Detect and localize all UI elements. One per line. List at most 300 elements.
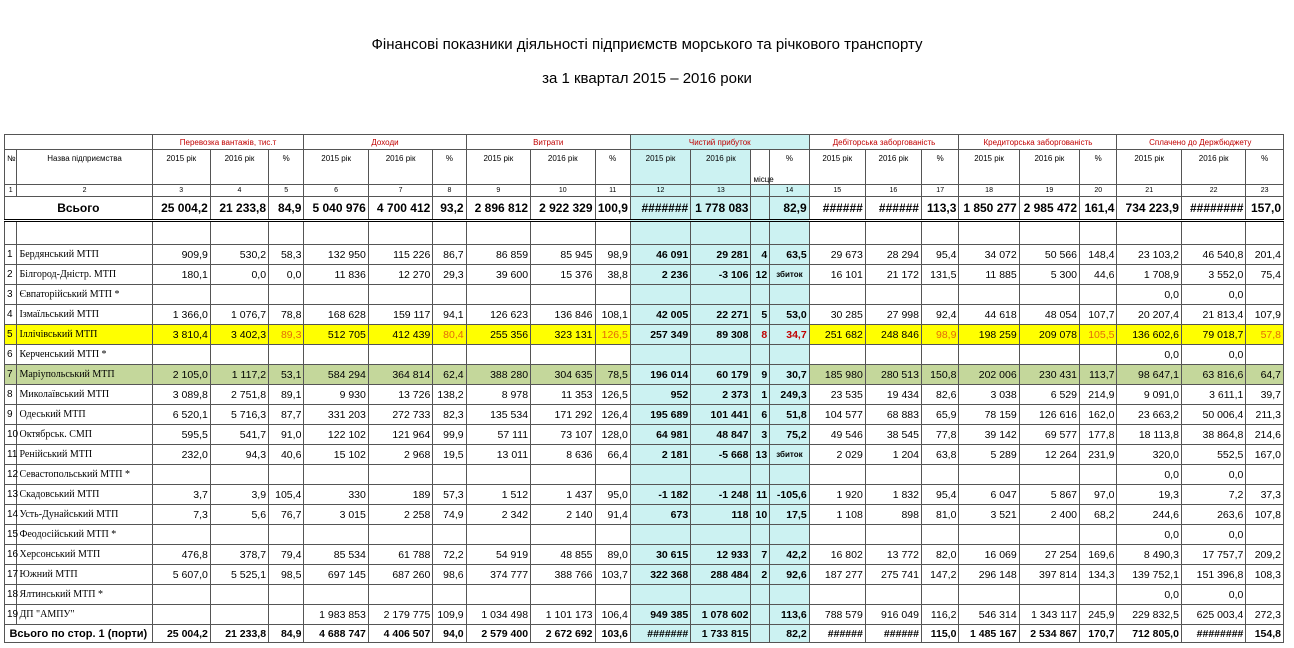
value-cell: 105,5 <box>1080 325 1117 345</box>
value-cell: 169,6 <box>1080 545 1117 565</box>
value-cell <box>210 585 268 605</box>
value-cell <box>466 525 530 545</box>
value-cell: 18 113,8 <box>1117 425 1181 445</box>
value-cell: 0,0 <box>1181 345 1245 365</box>
value-cell: 126 623 <box>466 305 530 325</box>
group-header: Перевозка вантажів, тис.т <box>152 135 304 150</box>
value-cell: 11 <box>751 485 770 505</box>
value-cell: 230 431 <box>1019 365 1079 385</box>
value-cell: 3 038 <box>959 385 1019 405</box>
value-cell: 61 788 <box>368 545 432 565</box>
column-number: 9 <box>466 185 530 197</box>
value-cell: ###### <box>865 197 921 221</box>
value-cell: 2 985 472 <box>1019 197 1079 221</box>
value-cell: 98,5 <box>269 565 304 585</box>
value-cell <box>921 345 958 365</box>
empty-cell <box>1246 221 1284 245</box>
table-row <box>5 605 1284 625</box>
value-cell: 69 577 <box>1019 425 1079 445</box>
value-cell <box>152 585 210 605</box>
group-header-row <box>5 135 1284 150</box>
value-cell: 66,4 <box>595 445 630 465</box>
value-cell: 63 816,6 <box>1181 365 1245 385</box>
value-cell: 330 <box>304 485 368 505</box>
value-cell: 48 855 <box>531 545 595 565</box>
value-cell <box>1080 585 1117 605</box>
company-name: Скадовський МТП <box>17 485 152 505</box>
value-cell: 16 069 <box>959 545 1019 565</box>
value-cell: 9 <box>751 365 770 385</box>
column-number: 13 <box>691 185 751 197</box>
value-cell: 44 618 <box>959 305 1019 325</box>
company-name: ДП "АМПУ" <box>17 605 152 625</box>
year-2016-header: 2016 рік <box>1019 150 1079 185</box>
row-number: 17 <box>5 565 17 585</box>
empty-cell <box>433 221 466 245</box>
value-cell: 98,9 <box>595 245 630 265</box>
column-number: 14 <box>770 185 810 197</box>
value-cell: 28 294 <box>865 245 921 265</box>
value-cell: 214,6 <box>1246 425 1284 445</box>
column-number: 2 <box>17 185 152 197</box>
value-cell <box>210 465 268 485</box>
value-cell: 64 981 <box>630 425 690 445</box>
value-cell: 229 832,5 <box>1117 605 1181 625</box>
value-cell: 148,4 <box>1080 245 1117 265</box>
value-cell: 94,1 <box>433 305 466 325</box>
value-cell <box>269 465 304 485</box>
row-number: 16 <box>5 545 17 565</box>
column-number-row <box>5 185 1284 197</box>
value-cell: 136 602,6 <box>1117 325 1181 345</box>
report-subtitle: за 1 квартал 2015 – 2016 роки <box>542 70 752 87</box>
value-cell: 82,2 <box>770 625 810 643</box>
year-2015-header: 2015 рік <box>1117 150 1181 185</box>
value-cell <box>433 525 466 545</box>
row-number: 11 <box>5 445 17 465</box>
pct-header: % <box>269 150 304 185</box>
value-cell: 167,0 <box>1246 445 1284 465</box>
value-cell: 2 029 <box>809 445 865 465</box>
value-cell: 1 832 <box>865 485 921 505</box>
value-cell <box>809 585 865 605</box>
value-cell <box>770 345 810 365</box>
year-2015-header: 2015 рік <box>304 150 368 185</box>
value-cell: 134,3 <box>1080 565 1117 585</box>
value-cell: 108,1 <box>595 305 630 325</box>
value-cell <box>269 345 304 365</box>
value-cell <box>630 285 690 305</box>
value-cell: 16 101 <box>809 265 865 285</box>
value-cell <box>433 585 466 605</box>
value-cell: 87,7 <box>269 405 304 425</box>
value-cell: 5 040 976 <box>304 197 368 221</box>
value-cell <box>865 345 921 365</box>
value-cell: 244,6 <box>1117 505 1181 525</box>
value-cell <box>751 197 770 221</box>
value-cell: 1 108 <box>809 505 865 525</box>
value-cell <box>630 585 690 605</box>
value-cell: 11 836 <box>304 265 368 285</box>
value-cell: 48 054 <box>1019 305 1079 325</box>
table-row <box>5 565 1284 585</box>
value-cell <box>368 285 432 305</box>
value-cell: 388 766 <box>531 565 595 585</box>
value-cell: 2 672 692 <box>531 625 595 643</box>
column-number: 22 <box>1181 185 1245 197</box>
company-name: Євпаторійський МТП * <box>17 285 152 305</box>
value-cell <box>691 525 751 545</box>
table-row <box>5 525 1284 545</box>
value-cell <box>809 285 865 305</box>
value-cell: 1 117,2 <box>210 365 268 385</box>
value-cell: 95,4 <box>921 245 958 265</box>
value-cell: 251 682 <box>809 325 865 345</box>
value-cell: 42 005 <box>630 305 690 325</box>
empty-cell <box>809 221 865 245</box>
value-cell: 30 615 <box>630 545 690 565</box>
value-cell: 147,2 <box>921 565 958 585</box>
value-cell: 57 111 <box>466 425 530 445</box>
row-number: 7 <box>5 365 17 385</box>
value-cell: 2 140 <box>531 505 595 525</box>
company-name: Керченський МТП * <box>17 345 152 365</box>
column-number: 7 <box>368 185 432 197</box>
company-name: Усть-Дунайський МТП <box>17 505 152 525</box>
value-cell: 80,4 <box>433 325 466 345</box>
value-cell: 3 810,4 <box>152 325 210 345</box>
value-cell <box>959 285 1019 305</box>
empty-cell <box>865 221 921 245</box>
value-cell: 170,7 <box>1080 625 1117 643</box>
column-number: 1 <box>5 185 17 197</box>
column-number: 5 <box>269 185 304 197</box>
company-name: Бердянський МТП <box>17 245 152 265</box>
value-cell: 9 091,0 <box>1117 385 1181 405</box>
value-cell: 6 520,1 <box>152 405 210 425</box>
value-cell: 245,9 <box>1080 605 1117 625</box>
value-cell: 7 <box>751 545 770 565</box>
value-cell: 788 579 <box>809 605 865 625</box>
value-cell: 11 353 <box>531 385 595 405</box>
value-cell <box>531 525 595 545</box>
value-cell: 1 983 853 <box>304 605 368 625</box>
value-cell: 2 258 <box>368 505 432 525</box>
value-cell: 8 978 <box>466 385 530 405</box>
value-cell: збиток <box>770 445 810 465</box>
value-cell: 288 484 <box>691 565 751 585</box>
value-cell <box>1080 525 1117 545</box>
value-cell: 63,8 <box>921 445 958 465</box>
value-cell: 2 968 <box>368 445 432 465</box>
value-cell <box>630 465 690 485</box>
value-cell <box>691 465 751 485</box>
value-cell: 104 577 <box>809 405 865 425</box>
value-cell: 154,8 <box>1246 625 1284 643</box>
table-row <box>5 425 1284 445</box>
value-cell <box>691 285 751 305</box>
value-cell: 2 105,0 <box>152 365 210 385</box>
value-cell <box>595 345 630 365</box>
value-cell: 100,9 <box>595 197 630 221</box>
value-cell: 3 611,1 <box>1181 385 1245 405</box>
value-cell: 126 616 <box>1019 405 1079 425</box>
table-row <box>5 405 1284 425</box>
value-cell: 0,0 <box>269 265 304 285</box>
value-cell <box>531 585 595 605</box>
value-cell: 2 <box>751 565 770 585</box>
value-cell: 21 813,4 <box>1181 305 1245 325</box>
value-cell: 92,4 <box>921 305 958 325</box>
value-cell: 3,9 <box>210 485 268 505</box>
pct-header: % <box>770 150 810 185</box>
column-number: 8 <box>433 185 466 197</box>
value-cell <box>368 465 432 485</box>
value-cell: 1 101 173 <box>531 605 595 625</box>
value-cell: 1 078 602 <box>691 605 751 625</box>
value-cell: 161,4 <box>1080 197 1117 221</box>
value-cell: 131,5 <box>921 265 958 285</box>
value-cell: 323 131 <box>531 325 595 345</box>
value-cell: 0,0 <box>1117 285 1181 305</box>
value-cell: 89,0 <box>595 545 630 565</box>
empty-cell <box>269 221 304 245</box>
value-cell <box>304 345 368 365</box>
value-cell: 1 034 498 <box>466 605 530 625</box>
rank-header: місце <box>751 150 770 185</box>
value-cell <box>210 285 268 305</box>
value-cell <box>466 585 530 605</box>
empty-cell <box>17 221 152 245</box>
empty-cell <box>691 221 751 245</box>
value-cell: 101 441 <box>691 405 751 425</box>
company-name: Октябрськ. СМП <box>17 425 152 445</box>
value-cell: 157,0 <box>1246 197 1284 221</box>
value-cell: 40,6 <box>269 445 304 465</box>
pct-header: % <box>1246 150 1284 185</box>
column-number: 10 <box>531 185 595 197</box>
value-cell: 272,3 <box>1246 605 1284 625</box>
value-cell: 0,0 <box>1117 525 1181 545</box>
value-cell <box>770 525 810 545</box>
value-cell: 103,7 <box>595 565 630 585</box>
value-cell <box>751 525 770 545</box>
value-cell: 107,9 <box>1246 305 1284 325</box>
value-cell: 89 308 <box>691 325 751 345</box>
value-cell: 73 107 <box>531 425 595 445</box>
value-cell: 187 277 <box>809 565 865 585</box>
value-cell: 3 <box>751 425 770 445</box>
value-cell: 30 285 <box>809 305 865 325</box>
value-cell <box>210 345 268 365</box>
value-cell <box>152 605 210 625</box>
value-cell: 72,2 <box>433 545 466 565</box>
value-cell: 189 <box>368 485 432 505</box>
value-cell: 171 292 <box>531 405 595 425</box>
footer-total-row <box>5 625 1284 643</box>
value-cell: 4 406 507 <box>368 625 432 643</box>
value-cell: 81,0 <box>921 505 958 525</box>
header-cell <box>5 135 153 150</box>
column-number: 3 <box>152 185 210 197</box>
value-cell: 263,6 <box>1181 505 1245 525</box>
value-cell: 712 805,0 <box>1117 625 1181 643</box>
value-cell: 697 145 <box>304 565 368 585</box>
value-cell: ###### <box>865 625 921 643</box>
value-cell: 3,7 <box>152 485 210 505</box>
value-cell: 122 102 <box>304 425 368 445</box>
value-cell: 82,6 <box>921 385 958 405</box>
value-cell <box>691 585 751 605</box>
pct-header: % <box>433 150 466 185</box>
value-cell: 34 072 <box>959 245 1019 265</box>
row-number: 18 <box>5 585 17 605</box>
value-cell: 103,6 <box>595 625 630 643</box>
value-cell: 16 802 <box>809 545 865 565</box>
company-name: Іллічівський МТП <box>17 325 152 345</box>
value-cell: 132 950 <box>304 245 368 265</box>
value-cell <box>770 285 810 305</box>
value-cell: 1 778 083 <box>691 197 751 221</box>
value-cell <box>865 585 921 605</box>
value-cell <box>1246 525 1284 545</box>
value-cell: 113,7 <box>1080 365 1117 385</box>
value-cell: 15 376 <box>531 265 595 285</box>
value-cell: 12 264 <box>1019 445 1079 465</box>
value-cell <box>1019 585 1079 605</box>
table-row <box>5 265 1284 285</box>
value-cell: 552,5 <box>1181 445 1245 465</box>
value-cell: -1 248 <box>691 485 751 505</box>
row-number: 2 <box>5 265 17 285</box>
year-2015-header: 2015 рік <box>466 150 530 185</box>
value-cell: збиток <box>770 265 810 285</box>
value-cell: 5 525,1 <box>210 565 268 585</box>
row-number: 8 <box>5 385 17 405</box>
value-cell: 115 226 <box>368 245 432 265</box>
value-cell: 232,0 <box>152 445 210 465</box>
value-cell: 168 628 <box>304 305 368 325</box>
value-cell <box>809 345 865 365</box>
value-cell: ####### <box>630 197 690 221</box>
value-cell: 177,8 <box>1080 425 1117 445</box>
empty-cell <box>304 221 368 245</box>
value-cell: 23 663,2 <box>1117 405 1181 425</box>
value-cell <box>433 345 466 365</box>
value-cell: 68,2 <box>1080 505 1117 525</box>
value-cell: 95,0 <box>595 485 630 505</box>
empty-cell <box>152 221 210 245</box>
value-cell: 6 <box>751 405 770 425</box>
value-cell: 2 181 <box>630 445 690 465</box>
value-cell <box>1246 585 1284 605</box>
table-row <box>5 505 1284 525</box>
value-cell: 6 529 <box>1019 385 1079 405</box>
value-cell: -3 106 <box>691 265 751 285</box>
row-number: 10 <box>5 425 17 445</box>
value-cell: 113,6 <box>770 605 810 625</box>
column-number: 15 <box>809 185 865 197</box>
company-name: Севастопольський МТП * <box>17 465 152 485</box>
value-cell <box>595 525 630 545</box>
value-cell: 1 512 <box>466 485 530 505</box>
empty-cell <box>466 221 530 245</box>
year-2015-header: 2015 рік <box>152 150 210 185</box>
empty-cell <box>1181 221 1245 245</box>
value-cell: 4 <box>751 245 770 265</box>
value-cell: 595,5 <box>152 425 210 445</box>
value-cell: 17 757,7 <box>1181 545 1245 565</box>
table-row <box>5 445 1284 465</box>
column-number: 18 <box>959 185 1019 197</box>
value-cell: 1 850 277 <box>959 197 1019 221</box>
value-cell: 3 089,8 <box>152 385 210 405</box>
value-cell: 39 600 <box>466 265 530 285</box>
empty-cell <box>531 221 595 245</box>
year-2016-header: 2016 рік <box>691 150 751 185</box>
value-cell <box>959 345 1019 365</box>
value-cell: 296 148 <box>959 565 1019 585</box>
value-cell <box>152 285 210 305</box>
value-cell: 78 159 <box>959 405 1019 425</box>
value-cell: 909,9 <box>152 245 210 265</box>
value-cell: 280 513 <box>865 365 921 385</box>
value-cell: 29 673 <box>809 245 865 265</box>
value-cell: -5 668 <box>691 445 751 465</box>
value-cell: 320,0 <box>1117 445 1181 465</box>
row-label: Всього по стор. 1 (порти) <box>5 625 153 643</box>
value-cell: 195 689 <box>630 405 690 425</box>
value-cell: 412 439 <box>368 325 432 345</box>
column-number <box>751 185 770 197</box>
value-cell: 1 343 117 <box>1019 605 1079 625</box>
value-cell: 5,6 <box>210 505 268 525</box>
table-row <box>5 305 1284 325</box>
row-number: 15 <box>5 525 17 545</box>
value-cell: 185 980 <box>809 365 865 385</box>
row-number: 6 <box>5 345 17 365</box>
value-cell: 23 535 <box>809 385 865 405</box>
value-cell: 162,0 <box>1080 405 1117 425</box>
value-cell: 115,0 <box>921 625 958 643</box>
group-header: Сплачено до Держбюджету <box>1117 135 1284 150</box>
group-header: Дебіторська заборгованість <box>809 135 959 150</box>
value-cell: 159 117 <box>368 305 432 325</box>
value-cell <box>433 285 466 305</box>
value-cell <box>531 465 595 485</box>
company-name: Южний МТП <box>17 565 152 585</box>
value-cell: 3 015 <box>304 505 368 525</box>
value-cell: 10 <box>751 505 770 525</box>
value-cell: 1 204 <box>865 445 921 465</box>
value-cell: 202 006 <box>959 365 1019 385</box>
value-cell: 13 011 <box>466 445 530 465</box>
company-name: Херсонський МТП <box>17 545 152 565</box>
row-number: 13 <box>5 485 17 505</box>
value-cell: 91,0 <box>269 425 304 445</box>
row-label: Всього <box>5 197 153 221</box>
value-cell: 23 103,2 <box>1117 245 1181 265</box>
value-cell: 0,0 <box>1117 465 1181 485</box>
value-cell <box>751 625 770 643</box>
value-cell: 734 223,9 <box>1117 197 1181 221</box>
year-2016-header: 2016 рік <box>1181 150 1245 185</box>
value-cell <box>466 345 530 365</box>
report-title: Фінансові показники діяльності підприємств морського та річкового транспорту <box>371 36 923 53</box>
value-cell: 128,0 <box>595 425 630 445</box>
value-cell: 84,9 <box>269 625 304 643</box>
value-cell: 1 485 167 <box>959 625 1019 643</box>
